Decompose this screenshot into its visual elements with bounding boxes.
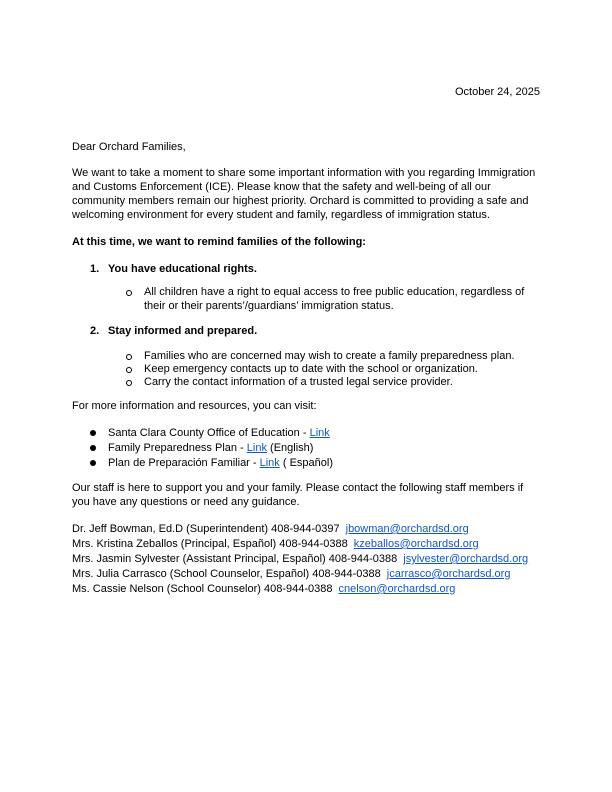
hollow-bullet-icon — [126, 290, 132, 296]
sub-bullet-text: Families who are concerned may wish to create a family preparedness plan. — [144, 350, 515, 362]
staff-name-phone: Mrs. Kristina Zeballos (Principal, Español) 408-944-0388 — [72, 538, 348, 550]
support-paragraph: Our staff is here to support you and your family. Please contact the following staff members if you have any questions or need any guidance. — [72, 482, 524, 508]
resource-label: Family Preparedness Plan - — [108, 442, 247, 454]
intro-paragraph: We want to take a moment to share some important information with you regarding Immigration and Customs Enforcement (ICE). Please know that the safety and well-being of all our community members remain our highest priority. Orchard is committed to providing a safe and welcoming environment for every student and family, regardless of immigration status. — [72, 167, 536, 221]
sub-bullet — [126, 349, 536, 363]
item-title: You have educational rights. — [108, 263, 257, 275]
staff-email-link[interactable]: kzeballos@orchardsd.org — [353, 538, 479, 550]
staff-name-phone: Ms. Cassie Nelson (School Counselor) 408-944-0388 — [72, 583, 333, 595]
item-number: 1. — [90, 263, 100, 275]
staff-contact-row — [72, 582, 455, 596]
remind-heading: At this time, we want to remind families of the following: — [72, 236, 366, 248]
staff-contact-row — [72, 567, 510, 581]
sub-bullet — [126, 362, 536, 376]
letter-date: October 24, 2025 — [454, 86, 540, 98]
staff-email-link[interactable]: jsylvester@orchardsd.org — [403, 553, 529, 565]
staff-contact-row — [72, 522, 469, 536]
sub-bullet — [126, 375, 536, 389]
county-office-link[interactable]: Link — [309, 427, 330, 439]
staff-email-link[interactable]: jcarrasco@orchardsd.org — [386, 568, 511, 580]
staff-email-link[interactable]: cnelson@orchardsd.org — [338, 583, 456, 595]
greeting: Dear Orchard Families, — [72, 141, 186, 153]
resource-item-preparedness-spanish — [90, 456, 333, 470]
resource-item-county-office — [90, 426, 330, 440]
hollow-bullet-icon — [126, 367, 132, 373]
sub-bullet-text: All children have a right to equal access to free public education, regardless of their or their parents’/guardians’ immigration status. — [144, 286, 525, 312]
staff-name-phone: Mrs. Jasmin Sylvester (Assistant Principal, Español) 408-944-0388 — [72, 553, 398, 565]
sub-bullet-text: Keep emergency contacts up to date with the school or organization. — [144, 363, 478, 375]
staff-contact-row — [72, 552, 528, 566]
resource-item-preparedness-english — [90, 441, 313, 455]
numbered-item-educational-rights — [90, 262, 257, 276]
resource-suffix: ( Español) — [279, 457, 334, 469]
numbered-item-stay-informed — [90, 324, 257, 338]
resource-suffix: (English) — [266, 442, 314, 454]
bullet-icon — [90, 460, 96, 466]
hollow-bullet-icon — [126, 354, 132, 360]
bullet-icon — [90, 430, 96, 436]
item-title: Stay informed and prepared. — [108, 325, 258, 337]
item-number: 2. — [90, 325, 100, 337]
resource-label: Plan de Preparación Familiar - — [108, 457, 260, 469]
staff-email-link[interactable]: jbowman@orchardsd.org — [345, 523, 469, 535]
staff-name-phone: Dr. Jeff Bowman, Ed.D (Superintendent) 408-944-0397 — [72, 523, 340, 535]
hollow-bullet-icon — [126, 380, 132, 386]
preparedness-plan-spanish-link[interactable]: Link — [259, 457, 280, 469]
preparedness-plan-english-link[interactable]: Link — [246, 442, 267, 454]
resource-label: Santa Clara County Office of Education - — [108, 427, 310, 439]
more-info-text: For more information and resources, you can visit: — [72, 400, 317, 412]
staff-contact-row — [72, 537, 479, 551]
staff-name-phone: Mrs. Julia Carrasco (School Counselor, Español) 408-944-0388 — [72, 568, 381, 580]
bullet-icon — [90, 445, 96, 451]
sub-bullet-text: Carry the contact information of a trusted legal service provider. — [144, 376, 453, 388]
sub-bullet — [126, 285, 536, 313]
